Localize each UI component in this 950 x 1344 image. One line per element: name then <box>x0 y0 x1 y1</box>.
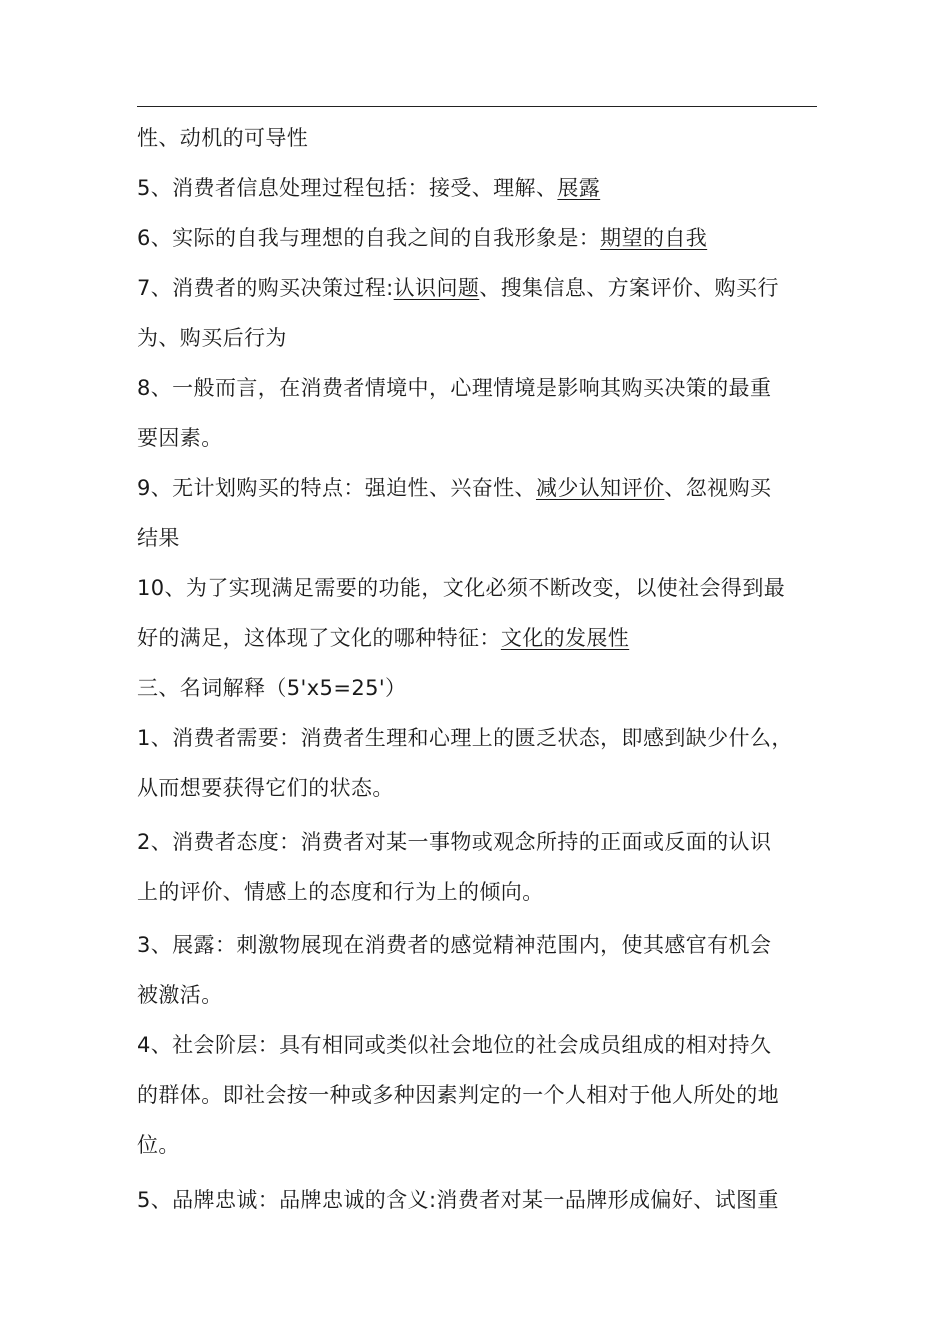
text-segment: 5、消费者信息处理过程包括：接受、理解、 <box>137 176 558 200</box>
text-line <box>137 674 406 702</box>
text-segment: 2、消费者态度：消费者对某一事物或观念所持的正面或反面的认识 <box>137 830 772 854</box>
text-line <box>137 724 793 752</box>
text-segment: 上的评价、情感上的态度和行为上的倾向。 <box>137 880 544 904</box>
text-segment: 三、名词解释（5'x5=25'） <box>137 676 407 700</box>
header-rule <box>137 106 817 107</box>
text-line <box>137 931 771 959</box>
text-line <box>137 981 223 1009</box>
text-segment: 9、无计划购买的特点：强迫性、兴奋性、 <box>137 476 536 500</box>
text-line <box>137 774 394 802</box>
underlined-answer: 展露 <box>557 176 601 200</box>
text-segment: 位。 <box>137 1133 180 1157</box>
text-line <box>137 224 707 252</box>
text-segment: 性、动机的可导性 <box>137 126 309 150</box>
text-line <box>137 574 785 602</box>
text-segment: 从而想要获得它们的状态。 <box>137 776 394 800</box>
text-segment: 10、为了实现满足需要的功能，文化必须不断改变，以使社会得到最 <box>137 576 786 600</box>
text-segment: 、忽视购买 <box>664 476 772 500</box>
underlined-answer: 文化的发展性 <box>500 626 630 650</box>
text-segment: 好的满足，这体现了文化的哪种特征： <box>137 626 501 650</box>
text-line <box>137 1031 771 1059</box>
text-segment: 4、社会阶层：具有相同或类似社会地位的社会成员组成的相对持久 <box>137 1033 772 1057</box>
text-segment: 、搜集信息、方案评价、购买行 <box>479 276 779 300</box>
text-line <box>137 324 287 352</box>
text-segment: 6、实际的自我与理想的自我之间的自我形象是： <box>137 226 601 250</box>
text-line <box>137 474 771 502</box>
text-line <box>137 1081 779 1109</box>
text-segment: 1、消费者需要：消费者生理和心理上的匮乏状态，即感到缺少什么， <box>137 726 793 750</box>
text-line <box>137 124 308 152</box>
text-segment: 7、消费者的购买决策过程: <box>137 276 394 300</box>
text-line <box>137 174 600 202</box>
text-line <box>137 524 180 552</box>
text-line <box>137 1131 180 1159</box>
text-line <box>137 624 629 652</box>
underlined-answer: 减少认知评价 <box>535 476 665 500</box>
text-segment: 结果 <box>137 526 180 550</box>
text-segment: 的群体。即社会按一种或多种因素判定的一个人相对于他人所处的地 <box>137 1083 779 1107</box>
underlined-answer: 期望的自我 <box>600 226 708 250</box>
text-segment: 为、购买后行为 <box>137 326 287 350</box>
text-line <box>137 424 223 452</box>
text-segment: 被激活。 <box>137 983 223 1007</box>
underlined-answer: 认识问题 <box>393 276 480 300</box>
text-line <box>137 374 771 402</box>
text-segment: 3、展露：刺激物展现在消费者的感觉精神范围内，使其感官有机会 <box>137 933 772 957</box>
text-line <box>137 828 771 856</box>
text-segment: 5、品牌忠诚：品牌忠诚的含义:消费者对某一品牌形成偏好、试图重 <box>137 1188 779 1212</box>
text-segment: 要因素。 <box>137 426 223 450</box>
text-line <box>137 878 544 906</box>
text-line <box>137 1186 779 1214</box>
text-line <box>137 274 779 302</box>
text-segment: 8、一般而言，在消费者情境中，心理情境是影响其购买决策的最重 <box>137 376 772 400</box>
